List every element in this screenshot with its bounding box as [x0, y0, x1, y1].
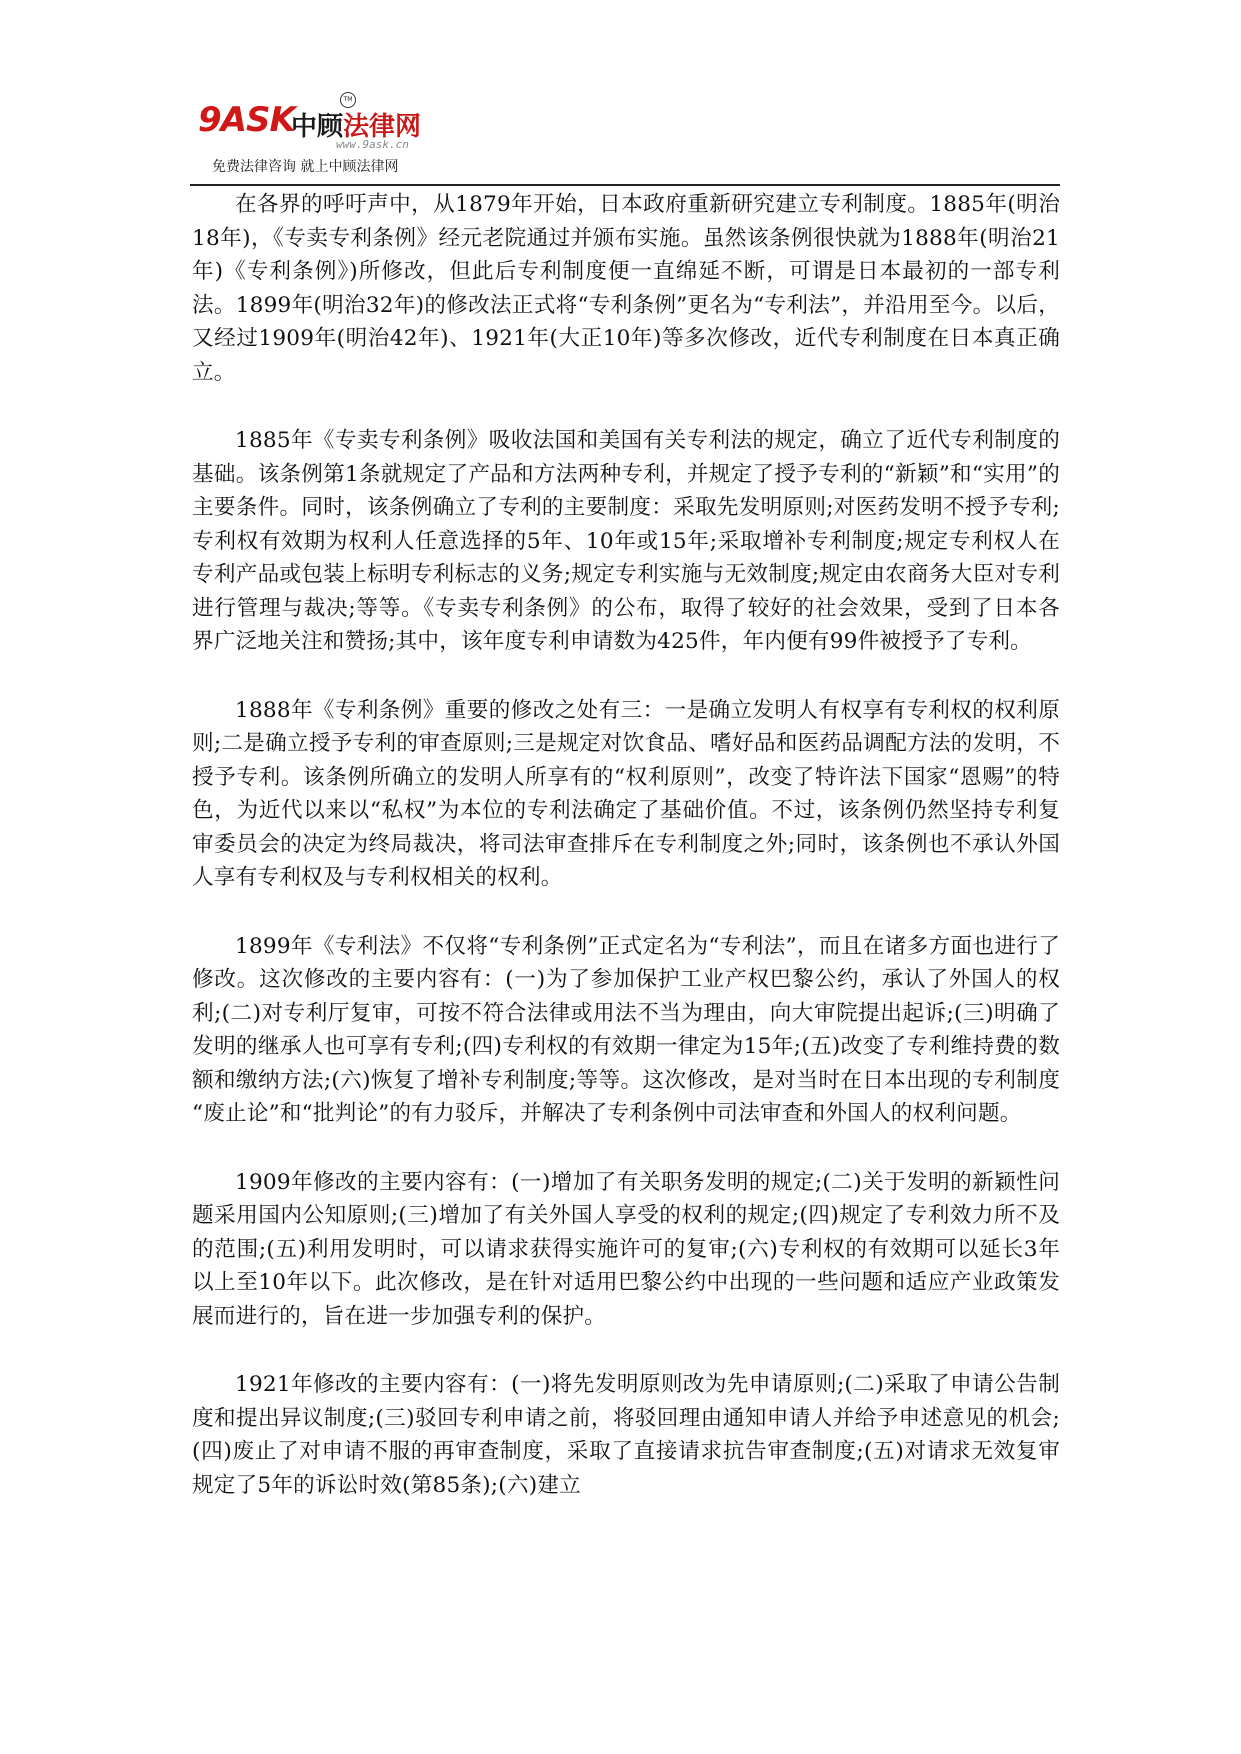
paragraph-4: 1899年《专利法》不仅将“专利条例”正式定名为“专利法”，而且在诸多方面也进行了修改。这次修改的主要内容有：(一)为了参加保护工业产权巴黎公约，承认了外国人的权利;(二)对专利厅复审，可按不符合法律或用法不当为理由，向大审院提出起诉;(三)明确了发明的继承人也可享有专利;(四)专利权的有效期一律定为15年;(五)改变了专利维持费的数额和缴纳方法;(六)恢复了增补专利制度;等等。这次修改，是对当时在日本出现的专利制度 “废止论”和“批判论”的有力驳斥，并解决了专利条例中司法审查和外国人的权利问题。 — [192, 933, 1060, 1126]
paragraph-6: 1921年修改的主要内容有：(一)将先发明原则改为先申请原则;(二)采取了申请公告制度和提出异议制度;(三)驳回专利申请之前，将驳回理由通知申请人并给予申述意见的机会;(四)废止了对申请不服的再审查制度，采取了直接请求抗告审查制度;(五)对请求无效复审规定了5年的诉讼时效(第85条);(六)建立 — [192, 1372, 1060, 1498]
paragraph-3: 1888年《专利条例》重要的修改之处有三：一是确立发明人有权享有专利权的权利原则;二是确立授予专利的审查原则;三是规定对饮食品、嗜好品和医药品调配方法的发明，不授予专利。该条例所确立的发明人所享有的“权利原则”，改变了特许法下国家“恩赐”的特色，为近代以来以“私权”为本位的专利法确定了基础价值。不过，该条例仍然坚持专利复审委员会的决定为终局裁决，将司法审查排斥在专利制度之外;同时，该条例也不承认外国人享有专利权及与专利权相关的权利。 — [192, 697, 1060, 890]
trademark-icon: TM — [340, 92, 356, 108]
logo-name-part-2: 法律网 — [343, 112, 422, 142]
paragraph-2: 1885年《专卖专利条例》吸收法国和美国有关专利法的规定，确立了近代专利制度的基础。该条例第1条就规定了产品和方法两种专利，并规定了授予专利的“新颖”和“实用”的主要条件。同时，该条例确立了专利的主要制度：采取先发明原则;对医药发明不授予专利;专利权有效期为权利人任意选择的5年、10年或15年;采取增补专利制度;规定专利权人在专利产品或包装上标明专利标志的义务;规定专利实施与无效制度;规定由农商务大臣对专利进行管理与裁决;等等。《专卖专利条例》的公布，取得了较好的社会效果，受到了日本各界广泛地关注和赞扬;其中，该年度专利申请数为425件，年内便有99件被授予了专利。 — [192, 428, 1060, 654]
logo-mark: 9ASK — [198, 100, 295, 140]
header-divider — [190, 184, 1060, 186]
logo-name-part-1: 中顾 — [291, 112, 344, 142]
article-body — [192, 188, 1060, 1537]
logo-url: www.9ask.cn — [336, 138, 409, 151]
paragraph-1: 在各界的呼吁声中，从1879年开始，日本政府重新研究建立专利制度。1885年(明治18年)，《专卖专利条例》经元老院通过并颁布实施。虽然该条例很快就为1888年(明治21年)《专利条例》)所修改，但此后专利制度便一直绵延不断，可谓是日本最初的一部专利法。1899年(明治32年)的修改法正式将“专利条例”更名为“专利法”，并沿用至今。以后，又经过1909年(明治42年)、1921年(大正10年)等多次修改，近代专利制度在日本真正确立。 — [192, 192, 1060, 385]
paragraph-5: 1909年修改的主要内容有：(一)增加了有关职务发明的规定;(二)关于发明的新颖性问题采用国内公知原则;(三)增加了有关外国人享受的权利的规定;(四)规定了专利效力所不及的范围;(五)利用发明时，可以请求获得实施许可的复审;(六)专利权的有效期可以延长3年以上至10年以下。此次修改，是在针对适用巴黎公约中出现的一些问题和适应产业政策发展而进行的，旨在进一步加强专利的保护。 — [192, 1169, 1060, 1329]
page-header — [190, 90, 1060, 186]
logo-slogan: 免费法律咨询 就上中顾法律网 — [212, 159, 399, 175]
site-logo[interactable] — [198, 92, 458, 178]
